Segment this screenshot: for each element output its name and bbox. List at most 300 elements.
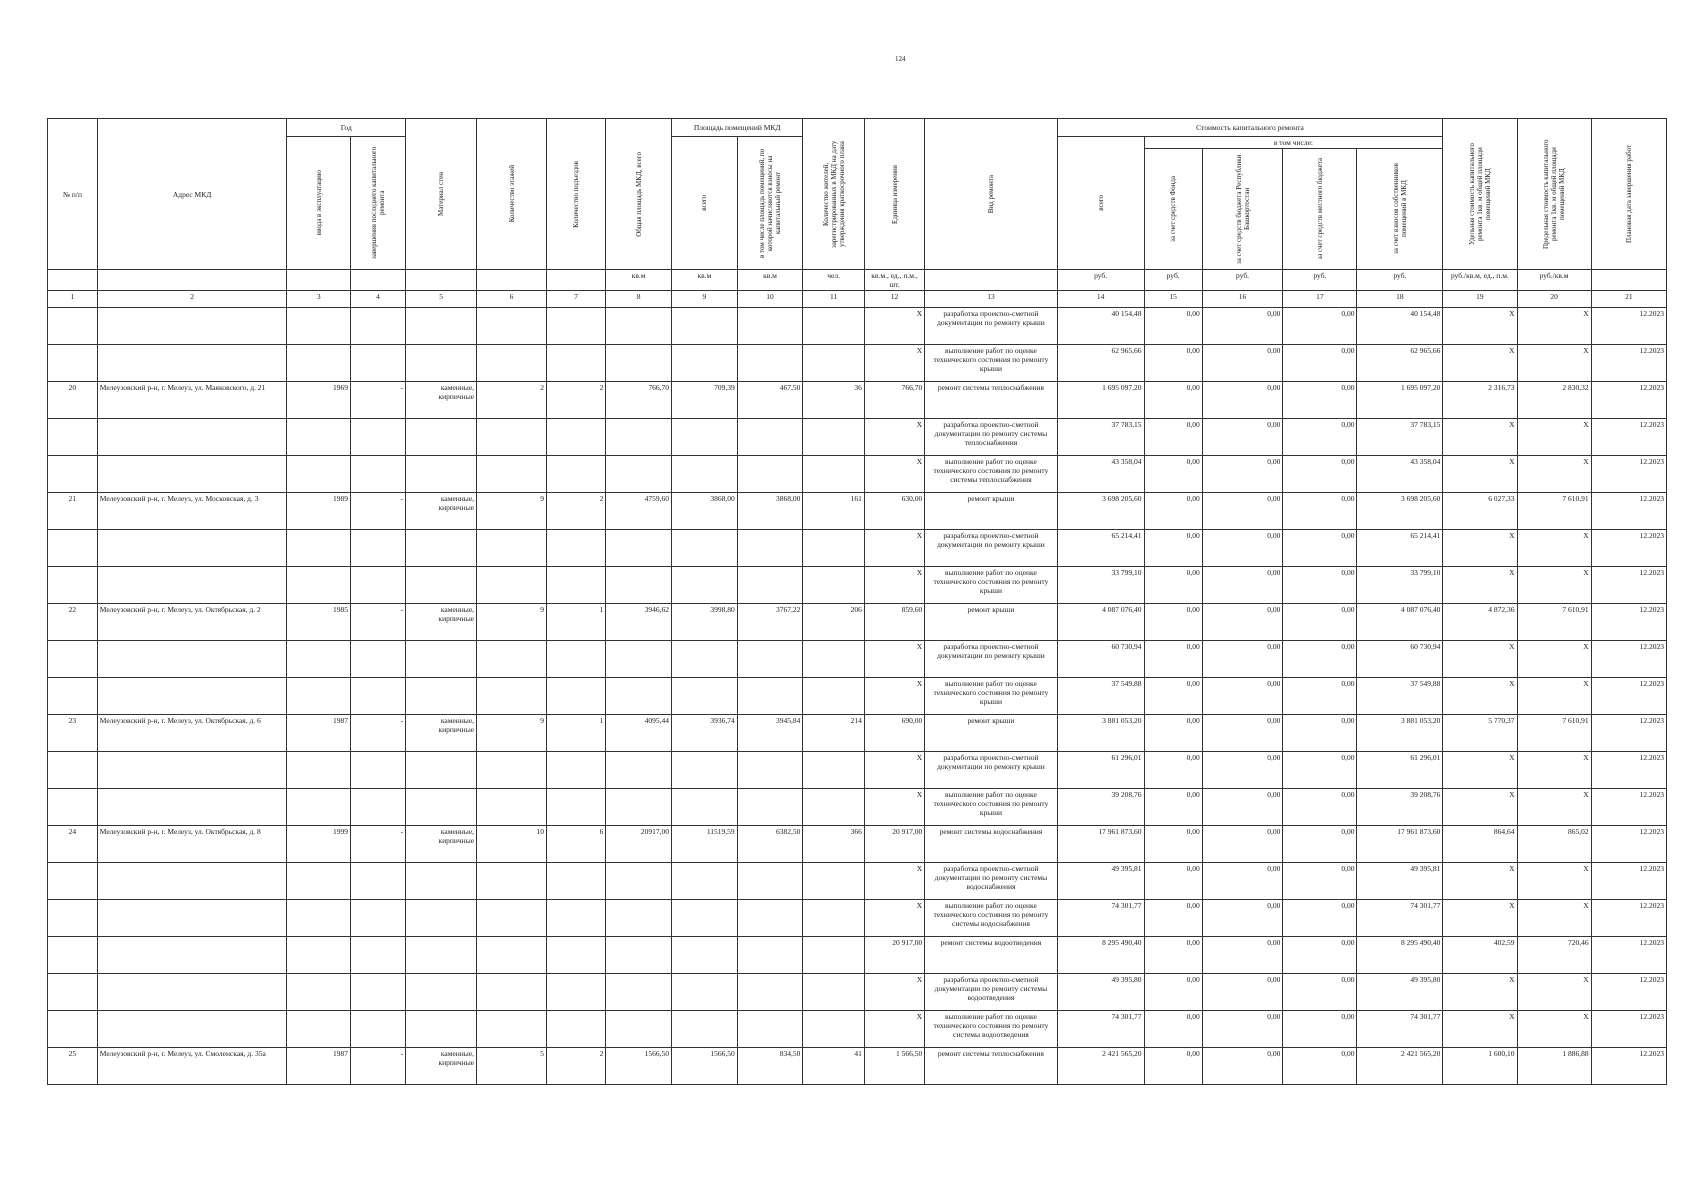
unit-cell: X [864, 678, 924, 715]
wall-material-cell [406, 678, 477, 715]
entrances-cell [546, 530, 605, 567]
deadline-cell: 12.2023 [1591, 752, 1666, 789]
wall-material-cell [406, 641, 477, 678]
repair-type-cell: ремонт крыши [925, 715, 1057, 752]
floors-cell: 9 [477, 493, 547, 530]
year-commission-cell: 1989 [287, 493, 351, 530]
max-cost-cell: X [1517, 456, 1591, 493]
total-area-cell: 766,70 [606, 382, 672, 419]
premises-total-cell [672, 937, 738, 974]
year-repair-cell [350, 863, 405, 900]
entrances-cell [546, 752, 605, 789]
entrances-cell [546, 863, 605, 900]
year-commission-cell [287, 641, 351, 678]
cost-total-cell: 1 695 097,20 [1057, 382, 1144, 419]
deadline-cell: 12.2023 [1591, 641, 1666, 678]
floors-cell [477, 1011, 547, 1048]
table-row [48, 345, 1667, 382]
floors-cell [477, 900, 547, 937]
cost-owners-cell: 40 154,48 [1357, 308, 1443, 345]
max-cost-cell: X [1517, 789, 1591, 826]
cost-total-cell: 37 783,15 [1057, 419, 1144, 456]
cost-owners-cell: 74 301,77 [1357, 900, 1443, 937]
cost-total-cell: 8 295 490,40 [1057, 937, 1144, 974]
total-area-cell: 4095,44 [606, 715, 672, 752]
year-repair-cell: - [350, 493, 405, 530]
unit-cost-cell: X [1443, 1011, 1517, 1048]
unit-cell: 859,60 [864, 604, 924, 641]
max-cost-cell: X [1517, 974, 1591, 1011]
cost-republic-cell: 0,00 [1202, 974, 1283, 1011]
table-row [48, 937, 1667, 974]
cost-owners-cell: 49 395,81 [1357, 863, 1443, 900]
column-number: 3 [287, 291, 351, 308]
repair-type-cell: ремонт системы водоснабжения [925, 826, 1057, 863]
max-cost-cell: X [1517, 530, 1591, 567]
column-number: 17 [1283, 291, 1357, 308]
residents-cell [803, 863, 864, 900]
cost-fund-cell: 0,00 [1144, 937, 1202, 974]
table-row [48, 678, 1667, 715]
cost-local-cell: 0,00 [1283, 752, 1357, 789]
wall-material-cell [406, 900, 477, 937]
table-row [48, 641, 1667, 678]
floors-cell: 9 [477, 604, 547, 641]
cost-republic-cell: 0,00 [1202, 715, 1283, 752]
total-area-cell: 4759,60 [606, 493, 672, 530]
cost-fund-cell: 0,00 [1144, 1011, 1202, 1048]
header-unit: Единица измерения [864, 119, 924, 270]
residents-cell [803, 530, 864, 567]
cost-republic-cell: 0,00 [1202, 345, 1283, 382]
table-row [48, 789, 1667, 826]
table-row [48, 752, 1667, 789]
year-repair-cell [350, 752, 405, 789]
entrances-cell [546, 308, 605, 345]
header-premises-area-group: Площадь помещений МКД [672, 119, 803, 137]
cost-local-cell: 0,00 [1283, 493, 1357, 530]
deadline-cell: 12.2023 [1591, 1048, 1666, 1085]
deadline-cell: 12.2023 [1591, 974, 1666, 1011]
premises-total-cell [672, 974, 738, 1011]
unit-cost-cell: 1 600,10 [1443, 1048, 1517, 1085]
cost-owners-cell: 17 961 873,60 [1357, 826, 1443, 863]
wall-material-cell [406, 1011, 477, 1048]
unit-rub-republic: руб. [1202, 270, 1283, 291]
unit-cost-cell: 2 316,73 [1443, 382, 1517, 419]
cost-fund-cell: 0,00 [1144, 974, 1202, 1011]
deadline-cell: 12.2023 [1591, 456, 1666, 493]
unit-rub-owners: руб. [1357, 270, 1443, 291]
year-commission-cell [287, 863, 351, 900]
repair-type-cell: разработка проектно-сметной документации по ремонту крыши [925, 752, 1057, 789]
table-row [48, 530, 1667, 567]
year-commission-cell: 1987 [287, 715, 351, 752]
cost-fund-cell: 0,00 [1144, 382, 1202, 419]
row-number: 25 [48, 1048, 98, 1085]
address-cell [97, 345, 287, 382]
header-cost-owners: за счет взносов собственников помещений в МКД [1357, 149, 1443, 270]
cost-local-cell: 0,00 [1283, 1048, 1357, 1085]
unit-cell: 766,70 [864, 382, 924, 419]
premises-total-cell [672, 900, 738, 937]
entrances-cell [546, 419, 605, 456]
residents-cell [803, 900, 864, 937]
cost-republic-cell: 0,00 [1202, 382, 1283, 419]
unit-cell: X [864, 900, 924, 937]
header-deadline: Плановая дата завершения работ [1591, 119, 1666, 270]
header-floors: Количество этажей [477, 119, 547, 270]
table-row [48, 900, 1667, 937]
wall-material-cell [406, 974, 477, 1011]
premises-total-cell: 1566,50 [672, 1048, 738, 1085]
total-area-cell [606, 974, 672, 1011]
wall-material-cell [406, 530, 477, 567]
deadline-cell: 12.2023 [1591, 678, 1666, 715]
cost-total-cell: 3 698 205,60 [1057, 493, 1144, 530]
column-number: 16 [1202, 291, 1283, 308]
floors-cell [477, 567, 547, 604]
column-number: 9 [672, 291, 738, 308]
table-row [48, 382, 1667, 419]
unit-cost-cell: X [1443, 789, 1517, 826]
deadline-cell: 12.2023 [1591, 382, 1666, 419]
total-area-cell [606, 678, 672, 715]
year-repair-cell [350, 567, 405, 604]
header-cost-total: всего [1057, 137, 1144, 270]
premises-total-cell [672, 641, 738, 678]
deadline-cell: 12.2023 [1591, 937, 1666, 974]
repair-type-cell: выполнение работ по оценке технического состояния по ремонту системы водоснабжения [925, 900, 1057, 937]
cost-republic-cell: 0,00 [1202, 456, 1283, 493]
cost-total-cell: 3 881 053,20 [1057, 715, 1144, 752]
header-year-last-repair: завершения последнего капитального ремонта [350, 137, 405, 270]
row-number [48, 641, 98, 678]
year-repair-cell: - [350, 826, 405, 863]
cost-republic-cell: 0,00 [1202, 419, 1283, 456]
header-total-area: Общая площадь МКД, всего [606, 119, 672, 270]
premises-owned-cell [737, 752, 803, 789]
row-number: 23 [48, 715, 98, 752]
year-commission-cell [287, 1011, 351, 1048]
year-commission-cell [287, 678, 351, 715]
column-number: 6 [477, 291, 547, 308]
year-repair-cell: - [350, 1048, 405, 1085]
floors-cell: 2 [477, 382, 547, 419]
floors-cell: 10 [477, 826, 547, 863]
cost-local-cell: 0,00 [1283, 789, 1357, 826]
row-number: 24 [48, 826, 98, 863]
cost-total-cell: 62 965,66 [1057, 345, 1144, 382]
max-cost-cell: 7 610,91 [1517, 493, 1591, 530]
floors-cell: 5 [477, 1048, 547, 1085]
max-cost-cell: X [1517, 345, 1591, 382]
total-area-cell [606, 641, 672, 678]
residents-cell [803, 456, 864, 493]
residents-cell [803, 308, 864, 345]
cost-fund-cell: 0,00 [1144, 308, 1202, 345]
unit-rub-local: руб. [1283, 270, 1357, 291]
total-area-cell [606, 530, 672, 567]
header-cost-fund: за счет средств Фонда [1144, 149, 1202, 270]
cost-fund-cell: 0,00 [1144, 715, 1202, 752]
column-number: 4 [350, 291, 405, 308]
total-area-cell: 20917,00 [606, 826, 672, 863]
max-cost-cell: X [1517, 641, 1591, 678]
year-repair-cell: - [350, 382, 405, 419]
address-cell [97, 419, 287, 456]
address-cell [97, 530, 287, 567]
floors-cell [477, 789, 547, 826]
unit-cost-cell: 402,59 [1443, 937, 1517, 974]
wall-material-cell [406, 456, 477, 493]
year-commission-cell [287, 752, 351, 789]
column-number: 15 [1144, 291, 1202, 308]
address-cell [97, 863, 287, 900]
cost-republic-cell: 0,00 [1202, 604, 1283, 641]
unit-cell: X [864, 308, 924, 345]
unit-cost-cell: X [1443, 752, 1517, 789]
cost-total-cell: 74 301,77 [1057, 900, 1144, 937]
unit-cell: X [864, 641, 924, 678]
cost-local-cell: 0,00 [1283, 900, 1357, 937]
year-commission-cell [287, 937, 351, 974]
unit-cost-cell: X [1443, 974, 1517, 1011]
row-number [48, 1011, 98, 1048]
cost-total-cell: 49 395,80 [1057, 974, 1144, 1011]
cost-republic-cell: 0,00 [1202, 937, 1283, 974]
unit-cell: X [864, 1011, 924, 1048]
max-cost-cell: X [1517, 863, 1591, 900]
unit-cost-cell: X [1443, 419, 1517, 456]
unit-cell: X [864, 863, 924, 900]
cost-fund-cell: 0,00 [1144, 678, 1202, 715]
cost-local-cell: 0,00 [1283, 345, 1357, 382]
premises-owned-cell: 3767,22 [737, 604, 803, 641]
repair-type-cell: разработка проектно-сметной документации по ремонту крыши [925, 641, 1057, 678]
cost-republic-cell: 0,00 [1202, 900, 1283, 937]
address-cell [97, 900, 287, 937]
year-repair-cell [350, 456, 405, 493]
deadline-cell: 12.2023 [1591, 863, 1666, 900]
unit-cell: 20 917,00 [864, 937, 924, 974]
wall-material-cell: каменные, кирпичные [406, 604, 477, 641]
unit-cell: X [864, 456, 924, 493]
repair-type-cell: разработка проектно-сметной документации по ремонту крыши [925, 530, 1057, 567]
column-numbers-row [48, 291, 1667, 308]
premises-total-cell: 3998,80 [672, 604, 738, 641]
header-entrances: Количество подъездов [546, 119, 605, 270]
column-number: 5 [406, 291, 477, 308]
deadline-cell: 12.2023 [1591, 567, 1666, 604]
unit-cost-cell: X [1443, 567, 1517, 604]
header-no: № п/п [48, 119, 98, 270]
wall-material-cell: каменные, кирпичные [406, 493, 477, 530]
year-commission-cell [287, 308, 351, 345]
wall-material-cell [406, 345, 477, 382]
premises-owned-cell [737, 974, 803, 1011]
wall-material-cell [406, 752, 477, 789]
year-repair-cell [350, 345, 405, 382]
cost-owners-cell: 37 783,15 [1357, 419, 1443, 456]
premises-owned-cell [737, 567, 803, 604]
year-repair-cell [350, 530, 405, 567]
cost-local-cell: 0,00 [1283, 567, 1357, 604]
cost-fund-cell: 0,00 [1144, 752, 1202, 789]
residents-cell: 214 [803, 715, 864, 752]
row-number [48, 937, 98, 974]
total-area-cell: 3946,62 [606, 604, 672, 641]
column-number: 2 [97, 291, 287, 308]
cost-republic-cell: 0,00 [1202, 530, 1283, 567]
premises-owned-cell: 467,50 [737, 382, 803, 419]
repair-type-cell: ремонт крыши [925, 604, 1057, 641]
header-premises-total: всего [672, 137, 738, 270]
deadline-cell: 12.2023 [1591, 900, 1666, 937]
repair-type-cell: ремонт системы водоотведения [925, 937, 1057, 974]
unit-cost-cell: X [1443, 530, 1517, 567]
repair-type-cell: выполнение работ по оценке технического состояния по ремонту крыши [925, 345, 1057, 382]
cost-total-cell: 37 549,88 [1057, 678, 1144, 715]
column-number: 13 [925, 291, 1057, 308]
entrances-cell [546, 345, 605, 382]
table-row [48, 493, 1667, 530]
address-cell [97, 752, 287, 789]
residents-cell [803, 789, 864, 826]
cost-owners-cell: 3 698 205,60 [1357, 493, 1443, 530]
deadline-cell: 12.2023 [1591, 715, 1666, 752]
capital-repair-table [47, 118, 1667, 1085]
unit-cell: 690,00 [864, 715, 924, 752]
address-cell: Мелеузовский р-н, г. Мелеуз, ул. Московская, д. 3 [97, 493, 287, 530]
wall-material-cell: каменные, кирпичные [406, 382, 477, 419]
header-repair-type: Вид ремонта [925, 119, 1057, 270]
year-repair-cell [350, 641, 405, 678]
residents-cell [803, 419, 864, 456]
cost-owners-cell: 61 296,01 [1357, 752, 1443, 789]
cost-republic-cell: 0,00 [1202, 1048, 1283, 1085]
cost-fund-cell: 0,00 [1144, 789, 1202, 826]
cost-fund-cell: 0,00 [1144, 826, 1202, 863]
cost-owners-cell: 43 358,04 [1357, 456, 1443, 493]
wall-material-cell [406, 419, 477, 456]
unit-cell: X [864, 345, 924, 382]
cost-fund-cell: 0,00 [1144, 567, 1202, 604]
premises-total-cell [672, 308, 738, 345]
cost-owners-cell: 60 730,94 [1357, 641, 1443, 678]
premises-total-cell: 3868,00 [672, 493, 738, 530]
entrances-cell: 1 [546, 715, 605, 752]
cost-local-cell: 0,00 [1283, 937, 1357, 974]
cost-fund-cell: 0,00 [1144, 419, 1202, 456]
cost-owners-cell: 65 214,41 [1357, 530, 1443, 567]
address-cell [97, 567, 287, 604]
total-area-cell [606, 419, 672, 456]
cost-republic-cell: 0,00 [1202, 1011, 1283, 1048]
address-cell [97, 456, 287, 493]
residents-cell: 36 [803, 382, 864, 419]
residents-cell: 206 [803, 604, 864, 641]
address-cell [97, 789, 287, 826]
entrances-cell: 2 [546, 1048, 605, 1085]
units-row [48, 270, 1667, 291]
entrances-cell [546, 1011, 605, 1048]
repair-type-cell: ремонт системы теплоснабжения [925, 1048, 1057, 1085]
year-repair-cell [350, 789, 405, 826]
cost-total-cell: 43 358,04 [1057, 456, 1144, 493]
row-number [48, 678, 98, 715]
unit-cost-cell: X [1443, 678, 1517, 715]
year-commission-cell [287, 789, 351, 826]
premises-owned-cell [737, 678, 803, 715]
total-area-cell [606, 1011, 672, 1048]
floors-cell [477, 974, 547, 1011]
year-commission-cell [287, 456, 351, 493]
entrances-cell [546, 937, 605, 974]
unit-cell: 1 566,50 [864, 1048, 924, 1085]
address-cell: Мелеузовский р-н, г. Мелеуз, ул. Октябрьская, д. 2 [97, 604, 287, 641]
year-repair-cell: - [350, 715, 405, 752]
entrances-cell: 6 [546, 826, 605, 863]
deadline-cell: 12.2023 [1591, 1011, 1666, 1048]
year-repair-cell [350, 678, 405, 715]
year-repair-cell [350, 1011, 405, 1048]
cost-local-cell: 0,00 [1283, 419, 1357, 456]
unit-cell: X [864, 789, 924, 826]
total-area-cell [606, 752, 672, 789]
entrances-cell [546, 789, 605, 826]
row-number [48, 456, 98, 493]
unit-max-cost: руб./кв.м [1517, 270, 1591, 291]
cost-fund-cell: 0,00 [1144, 530, 1202, 567]
unit-total-area: кв.м [606, 270, 672, 291]
premises-total-cell [672, 345, 738, 382]
unit-rub-total: руб. [1057, 270, 1144, 291]
unit-cost-cell: X [1443, 456, 1517, 493]
max-cost-cell: X [1517, 678, 1591, 715]
unit-measure: кв.м., ед., п.м., шт. [864, 270, 924, 291]
cost-local-cell: 0,00 [1283, 604, 1357, 641]
premises-total-cell: 3936,74 [672, 715, 738, 752]
max-cost-cell: 1 886,88 [1517, 1048, 1591, 1085]
total-area-cell [606, 345, 672, 382]
cost-owners-cell: 2 421 565,20 [1357, 1048, 1443, 1085]
wall-material-cell: каменные, кирпичные [406, 826, 477, 863]
cost-local-cell: 0,00 [1283, 641, 1357, 678]
table-row [48, 604, 1667, 641]
address-cell [97, 974, 287, 1011]
floors-cell [477, 678, 547, 715]
premises-total-cell [672, 530, 738, 567]
row-number [48, 863, 98, 900]
repair-type-cell: выполнение работ по оценке технического состояния по ремонту крыши [925, 678, 1057, 715]
address-cell [97, 308, 287, 345]
table-row [48, 456, 1667, 493]
cost-republic-cell: 0,00 [1202, 641, 1283, 678]
unit-cost-cell: 864,64 [1443, 826, 1517, 863]
total-area-cell [606, 456, 672, 493]
premises-owned-cell: 3868,00 [737, 493, 803, 530]
header-cost-including: в том числе: [1144, 137, 1443, 149]
table-row [48, 863, 1667, 900]
column-number: 11 [803, 291, 864, 308]
floors-cell [477, 456, 547, 493]
residents-cell: 161 [803, 493, 864, 530]
row-number [48, 308, 98, 345]
floors-cell [477, 752, 547, 789]
total-area-cell [606, 567, 672, 604]
max-cost-cell: 7 610,91 [1517, 715, 1591, 752]
